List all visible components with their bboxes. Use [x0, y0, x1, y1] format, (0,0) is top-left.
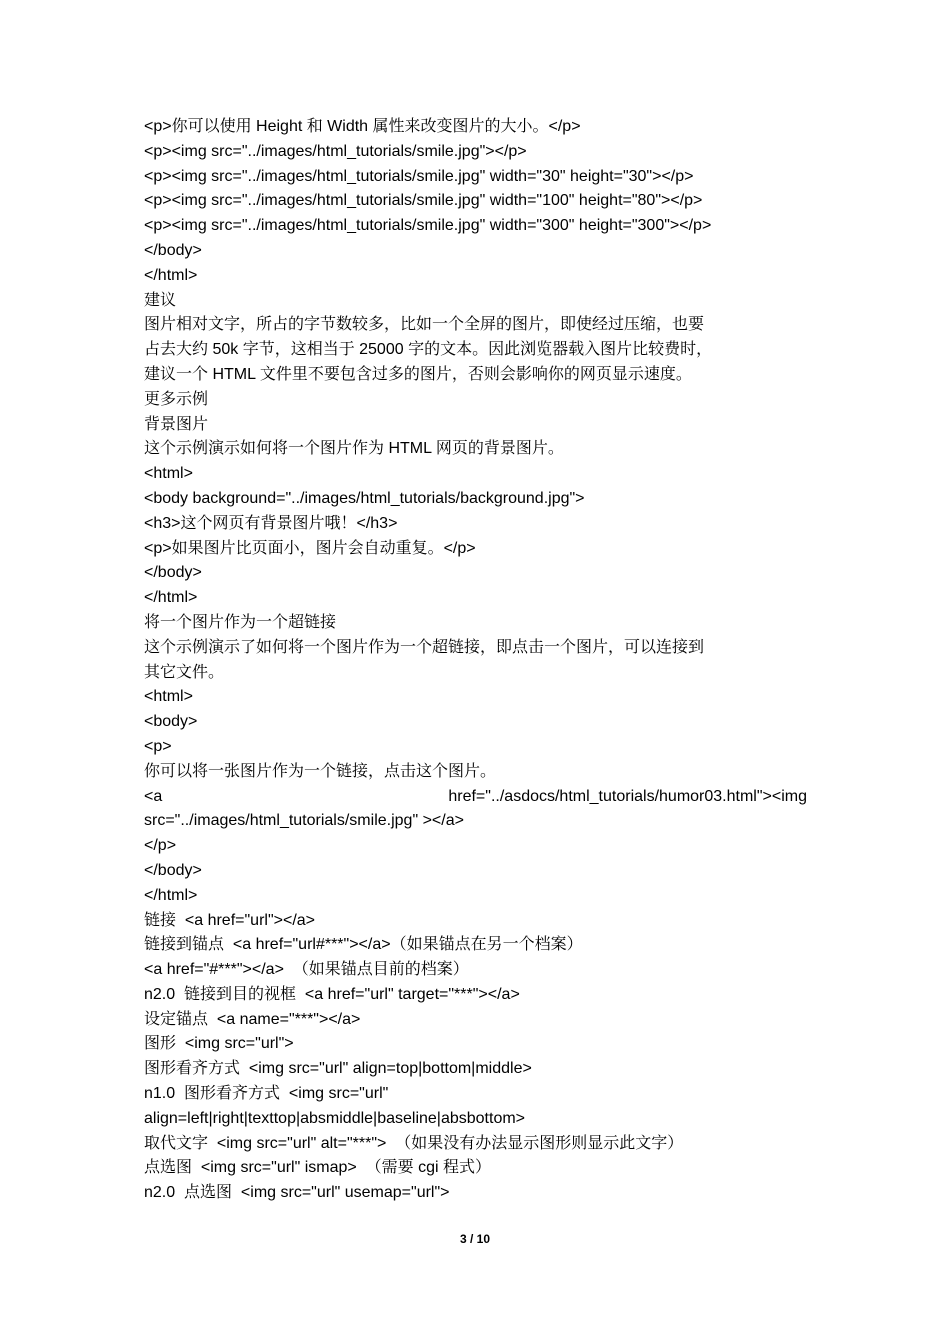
text-fragment-right: href="../asdocs/html_tutorials/humor03.html"><img [448, 787, 807, 805]
text-line: </p> [144, 837, 177, 855]
section-heading: 将一个图片作为一个超链接 [144, 613, 337, 631]
text-line: 链接到锚点 <a href="url#***"></a>（如果锚点在另一个档案） [144, 936, 583, 954]
text-line: <p><img src="../images/html_tutorials/smile.jpg"></p> [144, 142, 527, 160]
text-line: <html> [144, 688, 193, 706]
text-line: 点选图 <img src="url" ismap> （需要 cgi 程式） [144, 1159, 491, 1177]
text-line: 取代文字 <img src="url" alt="***"> （如果没有办法显示图形则显示此文字） [144, 1134, 684, 1152]
text-line: 这个示例演示如何将一个图片作为 HTML 网页的背景图片。 [144, 440, 564, 458]
text-line: <p><img src="../images/html_tutorials/smile.jpg" width="30" height="30"></p> [144, 167, 694, 185]
text-line: <body> [144, 713, 198, 731]
text-line: <p><img src="../images/html_tutorials/smile.jpg" width="100" height="80"></p> [144, 192, 703, 210]
text-line: </body> [144, 564, 202, 582]
text-line: 图形 <img src="url"> [144, 1035, 294, 1053]
text-line: </html> [144, 589, 198, 607]
text-line: src="../images/html_tutorials/smile.jpg" ></a> [144, 812, 464, 830]
section-heading: 建议 [144, 291, 177, 309]
text-line: 图片相对文字，所占的字节数较多，比如一个全屏的图片，即使经过压缩，也要 [144, 316, 705, 334]
text-line: <p>你可以使用 Height 和 Width 属性来改变图片的大小。</p> [144, 118, 581, 135]
text-line: 这个示例演示了如何将一个图片作为一个超链接，即点击一个图片，可以连接到 [144, 638, 705, 656]
text-line: 你可以将一张图片作为一个链接，点击这个图片。 [144, 762, 497, 780]
text-line: 建议一个 HTML 文件里不要包含过多的图片，否则会影响你的网页显示速度。 [144, 365, 692, 383]
text-line: 占去大约 50k 字节，这相当于 25000 字的文本。因此浏览器载入图片比较费时， [144, 341, 713, 359]
section-heading: 更多示例 [144, 390, 209, 408]
text-line: <h3>这个网页有背景图片哦！</h3> [144, 514, 398, 532]
text-line: 设定锚点 <a name="***"></a> [144, 1010, 361, 1028]
text-line: </html> [144, 266, 198, 284]
section-heading: 背景图片 [144, 415, 209, 433]
text-line: </body> [144, 861, 202, 879]
text-line: 其它文件。 [144, 663, 225, 681]
text-line: <a href="#***"></a> （如果锚点目前的档案） [144, 961, 469, 979]
text-line: <p>如果图片比页面小，图片会自动重复。</p> [144, 539, 476, 557]
text-line: 链接 <a href="url"></a> [144, 911, 316, 929]
page-number: 3 / 10 [459, 1232, 491, 1246]
text-line: n2.0 链接到目的视框 <a href="url" target="***"></a> [144, 985, 520, 1003]
text-line-justified [144, 785, 807, 810]
text-line: n2.0 点选图 <img src="url" usemap="url"> [144, 1184, 450, 1202]
text-line: </html> [144, 886, 198, 904]
text-line: 图形看齐方式 <img src="url" align=top|bottom|middle> [144, 1060, 532, 1078]
text-line: <body background="../images/html_tutorials/background.jpg"> [144, 489, 585, 507]
text-line: align=left|right|texttop|absmiddle|baseline|absbottom> [144, 1109, 526, 1127]
text-line: n1.0 图形看齐方式 <img src="url" [144, 1085, 389, 1103]
text-line: </body> [144, 241, 202, 259]
text-line: <html> [144, 465, 193, 483]
document-body [144, 115, 807, 1206]
text-fragment-left: <a [144, 787, 163, 805]
text-line: <p><img src="../images/html_tutorials/smile.jpg" width="300" height="300"></p> [144, 217, 712, 235]
text-line: <p> [144, 737, 172, 755]
